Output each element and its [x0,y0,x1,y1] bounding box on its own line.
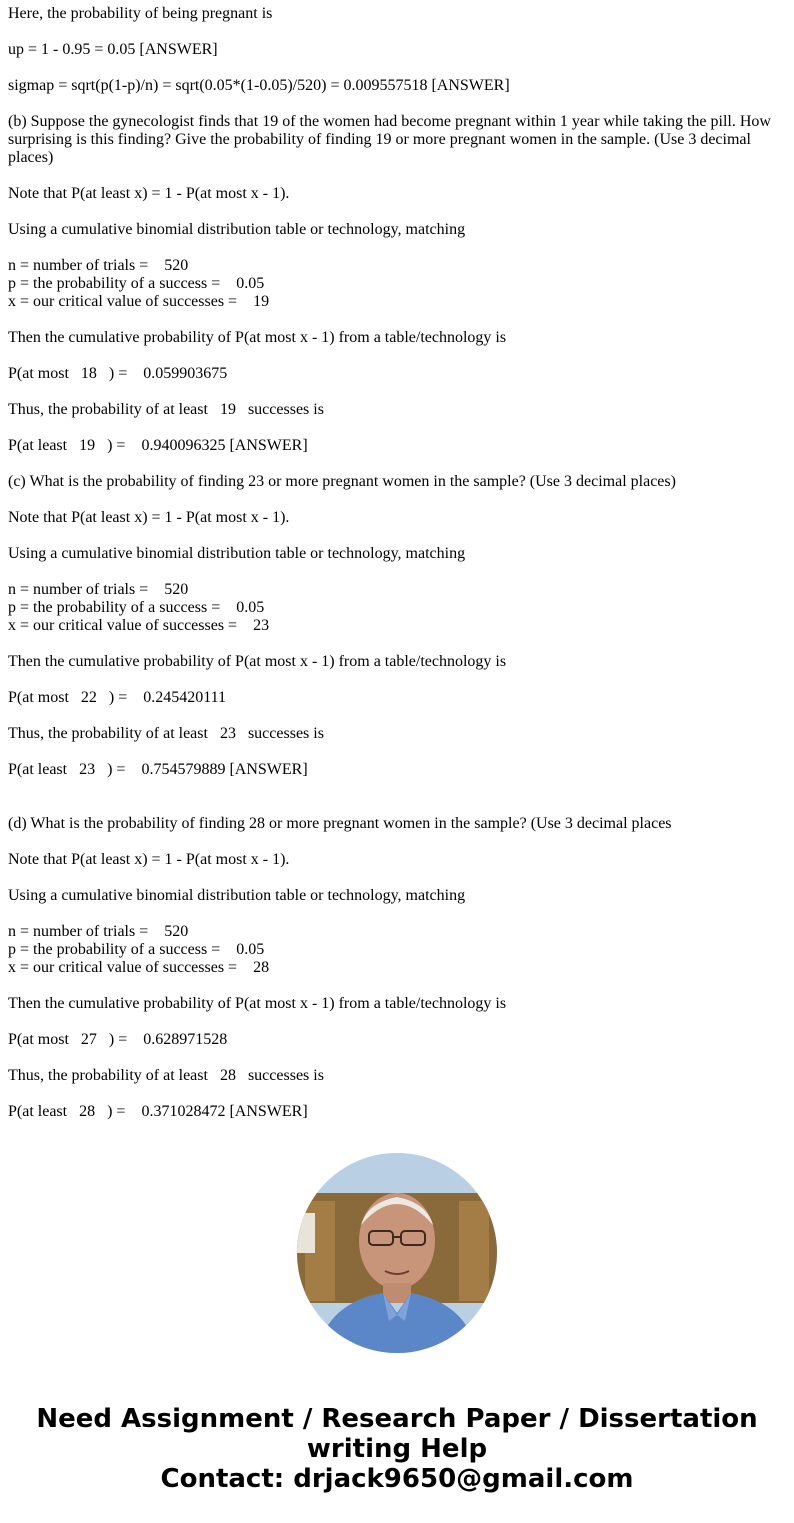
contact-banner [0,1404,794,1494]
blank-line [8,1049,786,1067]
blank-line [8,347,786,365]
blank-line [8,977,786,995]
blank-line [8,59,786,77]
blank-line [8,239,786,257]
text-line: p = the probability of a success = 0.05 [8,275,265,292]
text-line: (d) What is the probability of finding 28 or more pregnant women in the sample? (Use 3 decimal places [8,815,672,832]
text-line: Using a cumulative binomial distribution table or technology, matching [8,887,466,904]
blank-line [8,743,786,761]
text-line: n = number of trials = 520 [8,923,189,940]
text-line: n = number of trials = 520 [8,257,189,274]
text-line: P(at most 27 ) = 0.628971528 [8,1031,228,1048]
blank-line [8,671,786,689]
text-line: P(at most 18 ) = 0.059903675 [8,365,228,382]
text-line: Thus, the probability of at least 19 successes is [8,401,324,418]
text-line: P(at least 23 ) = 0.754579889 [ANSWER] [8,761,308,778]
text-line: x = our critical value of successes = 19 [8,293,270,310]
banner-line-3: Contact: drjack9650@gmail.com [160,1464,634,1494]
text-line: Using a cumulative binomial distribution table or technology, matching [8,545,466,562]
text-line: Note that P(at least x) = 1 - P(at most x - 1). [8,851,290,868]
blank-line [8,563,786,581]
text-line: (b) Suppose the gynecologist finds that 19 of the women had become pregnant within 1 year while taking the pill. How surprising is this finding? Give the probability of finding 19 or more pregnant women in the sample. (Use 3 decimal places) [8,113,775,166]
text-line: Then the cumulative probability of P(at most x - 1) from a table/technology is [8,329,507,346]
text-line: P(at least 19 ) = 0.940096325 [ANSWER] [8,437,308,454]
solution-text [8,5,786,1121]
text-line: p = the probability of a success = 0.05 [8,599,265,616]
solution-document [8,5,786,1121]
blank-line [8,311,786,329]
text-line: Thus, the probability of at least 23 successes is [8,725,324,742]
blank-line [8,833,786,851]
text-line: P(at least 28 ) = 0.371028472 [ANSWER] [8,1103,308,1120]
text-line: (c) What is the probability of finding 23 or more pregnant women in the sample? (Use 3 decimal places) [8,473,676,490]
blank-line [8,635,786,653]
banner-line-1: Need Assignment / Research Paper / Dissertation [36,1404,758,1434]
text-line: Thus, the probability of at least 28 successes is [8,1067,324,1084]
text-line: Note that P(at least x) = 1 - P(at most x - 1). [8,509,290,526]
blank-line [8,869,786,887]
text-line: P(at most 22 ) = 0.245420111 [8,689,227,706]
text-line: x = our critical value of successes = 23 [8,617,270,634]
blank-line [8,383,786,401]
blank-line [8,167,786,185]
blank-line [8,905,786,923]
blank-line [8,419,786,437]
blank-line [8,527,786,545]
blank-line [8,779,786,797]
text-line: Using a cumulative binomial distribution table or technology, matching [8,221,466,238]
text-line: Then the cumulative probability of P(at most x - 1) from a table/technology is [8,653,507,670]
text-line: x = our critical value of successes = 28 [8,959,270,976]
blank-line [8,23,786,41]
blank-line [8,707,786,725]
blank-line [8,203,786,221]
blank-line [8,797,786,815]
author-photo [297,1153,497,1353]
text-line: sigmap = sqrt(p(1-p)/n) = sqrt(0.05*(1-0.05)/520) = 0.009557518 [ANSWER] [8,77,510,94]
text-line: Here, the probability of being pregnant is [8,5,273,22]
text-line: n = number of trials = 520 [8,581,189,598]
blank-line [8,1085,786,1103]
blank-line [8,95,786,113]
banner-line-2: writing Help [306,1434,488,1464]
text-line: Then the cumulative probability of P(at most x - 1) from a table/technology is [8,995,507,1012]
text-line: Note that P(at least x) = 1 - P(at most x - 1). [8,185,290,202]
blank-line [8,1013,786,1031]
text-line: up = 1 - 0.95 = 0.05 [ANSWER] [8,41,218,58]
blank-line [8,491,786,509]
text-line: p = the probability of a success = 0.05 [8,941,265,958]
blank-line [8,455,786,473]
